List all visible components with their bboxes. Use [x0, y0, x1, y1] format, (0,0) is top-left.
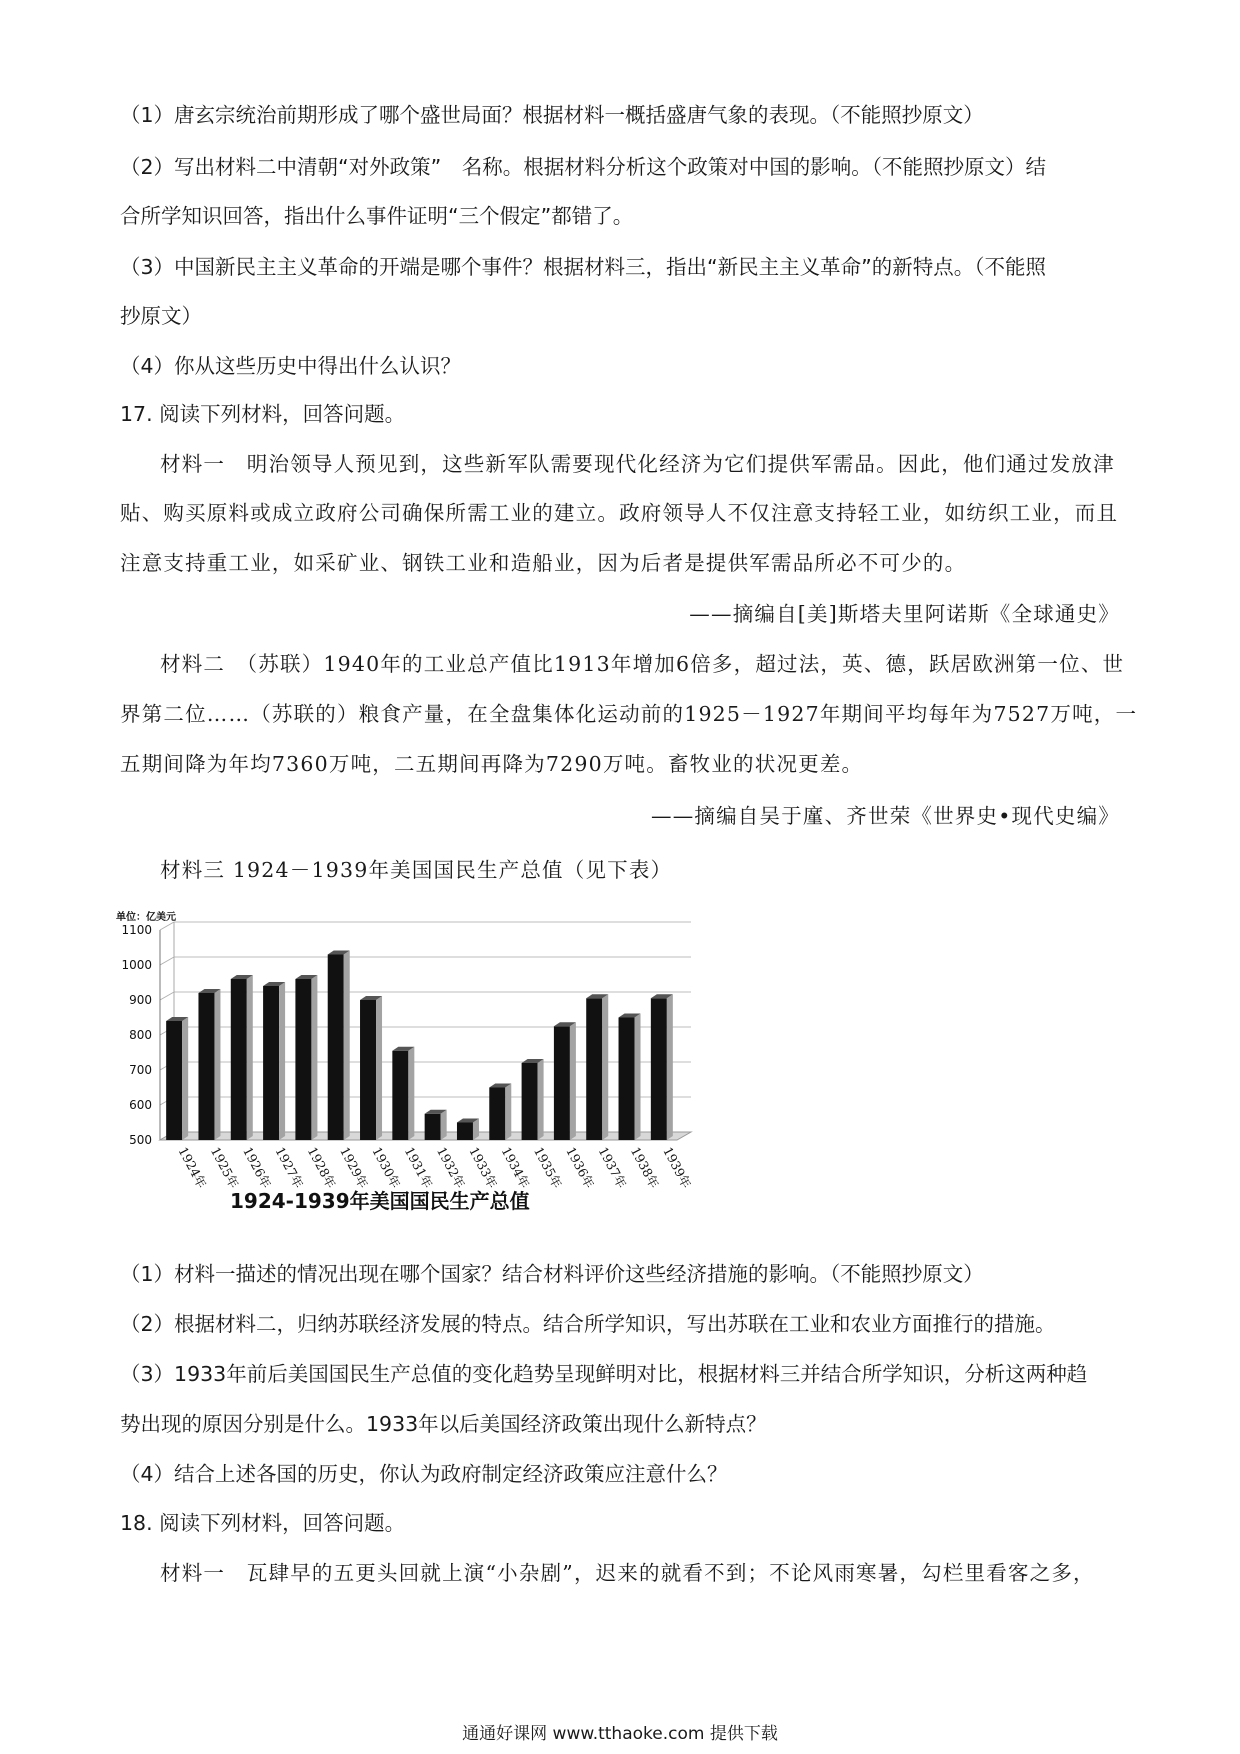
- x-tick-label: 1925年: [207, 1144, 242, 1191]
- bar-side: [505, 1084, 511, 1141]
- y-tick-label: 900: [129, 993, 152, 1007]
- bar: [586, 998, 602, 1140]
- bar-side: [311, 975, 317, 1140]
- q17-material2-line2: 界第二位……（苏联的）粮食产量，在全盘集体化运动前的1925－1927年期间平均每年为7527万吨，一: [120, 702, 1138, 726]
- gridline-depth: [160, 992, 174, 1000]
- y-tick-label: 500: [129, 1133, 152, 1147]
- x-tick-label: 1927年: [272, 1144, 307, 1191]
- bar-side: [279, 982, 285, 1140]
- bar: [554, 1026, 570, 1140]
- q16-sub2-line2: 合所学知识回答，指出什么事件证明“三个假定”都错了。: [120, 204, 634, 228]
- x-tick-label: 1930年: [369, 1144, 404, 1191]
- q16-sub3-line2: 抄原文）: [120, 304, 202, 328]
- q17-sub3-line1: （3）1933年前后美国国民生产总值的变化趋势呈现鲜明对比，根据材料三并结合所学知识，分析这两种趋: [120, 1362, 1088, 1386]
- bar: [198, 993, 214, 1140]
- bar-side: [344, 951, 350, 1141]
- q17-material3-caption: 材料三 1924－1939年美国国民生产总值（见下表）: [160, 858, 673, 882]
- bar: [392, 1051, 408, 1140]
- gridline-depth: [160, 922, 174, 930]
- gridline-depth: [160, 957, 174, 965]
- q17-sub2: （2）根据材料二，归纳苏联经济发展的特点。结合所学知识，写出苏联在工业和农业方面推行的措施。: [120, 1312, 1056, 1336]
- y-tick-label: 600: [129, 1098, 152, 1112]
- bar-side: [538, 1059, 544, 1140]
- bar: [360, 1000, 376, 1140]
- y-tick-label: 700: [129, 1063, 152, 1077]
- y-tick-label: 800: [129, 1028, 152, 1042]
- q18-heading: 18. 阅读下列材料，回答问题。: [120, 1511, 406, 1535]
- bar-side: [635, 1014, 641, 1141]
- bar-side: [214, 989, 220, 1140]
- x-tick-label: 1929年: [337, 1144, 372, 1191]
- page-footer: 通通好课网 www.tthaoke.com 提供下载: [462, 1724, 778, 1744]
- y-tick-label: 1100: [121, 923, 152, 937]
- bar: [328, 955, 344, 1141]
- q18-material1-line1: 材料一 瓦肆早的五更头回就上演“小杂剧”，迟来的就看不到；不论风雨寒暑，勾栏里看客之多，: [160, 1561, 1095, 1585]
- x-tick-label: 1938年: [627, 1144, 662, 1191]
- q16-sub3-line1: （3）中国新民主主义革命的开端是哪个事件？根据材料三，指出“新民主主义革命”的新特点。（不能照: [120, 255, 1047, 279]
- bar-side: [247, 975, 253, 1140]
- x-tick-label: 1928年: [304, 1144, 339, 1191]
- bar: [489, 1088, 505, 1141]
- q17-material1-source: ——摘编自[美]斯塔夫里阿诺斯《全球通史》: [689, 602, 1120, 626]
- bar: [166, 1021, 182, 1140]
- x-tick-label: 1936年: [563, 1144, 598, 1191]
- x-tick-label: 1935年: [530, 1144, 565, 1191]
- bar-side: [182, 1017, 188, 1140]
- q17-material2-line3: 五期间降为年均7360万吨，二五期间再降为7290万吨。畜牧业的状况更差。: [120, 752, 864, 776]
- bar: [425, 1114, 441, 1140]
- x-tick-label: 1931年: [401, 1144, 436, 1191]
- bar: [651, 998, 667, 1140]
- y-tick-label: 1000: [121, 958, 152, 972]
- bar-side: [408, 1047, 414, 1140]
- x-tick-label: 1926年: [240, 1144, 275, 1191]
- x-tick-label: 1932年: [434, 1144, 469, 1191]
- q17-material2-line1: 材料二 （苏联）1940年的工业总产值比1913年增加6倍多，超过法，英、德，跃居欧洲第一位、世: [160, 652, 1125, 676]
- q17-material1-line1: 材料一 明治领导人预见到，这些新军队需要现代化经济为它们提供军需品。因此，他们通过发放津: [160, 452, 1115, 476]
- q17-material1-line3: 注意支持重工业，如采矿业、钢铁工业和造船业，因为后者是提供军需品所必不可少的。: [120, 551, 967, 575]
- bar: [457, 1123, 473, 1141]
- q16-sub4: （4）你从这些历史中得出什么认识？: [120, 354, 462, 378]
- q17-material1-line2: 贴、购买原料或成立政府公司确保所需工业的建立。政府领导人不仅注意支持轻工业，如纺织工业，而且: [120, 501, 1119, 525]
- x-tick-label: 1934年: [498, 1144, 533, 1191]
- bar-side: [441, 1110, 447, 1140]
- x-tick-label: 1924年: [175, 1144, 210, 1191]
- bar: [295, 979, 311, 1140]
- bar: [263, 986, 279, 1140]
- bar: [522, 1063, 538, 1140]
- gnp-chart-svg: [112, 908, 712, 1228]
- x-tick-label: 1933年: [466, 1144, 501, 1191]
- x-tick-label: 1939年: [660, 1144, 695, 1191]
- q17-sub3-line2: 势出现的原因分别是什么。1933年以后美国经济政策出现什么新特点？: [120, 1412, 767, 1436]
- bar: [619, 1018, 635, 1141]
- q16-sub2-line1: （2）写出材料二中清朝“对外政策” 名称。根据材料分析这个政策对中国的影响。（不能照抄原文）结: [120, 155, 1047, 179]
- q17-sub4: （4）结合上述各国的历史，你认为政府制定经济政策应注意什么？: [120, 1462, 728, 1486]
- x-tick-label: 1937年: [595, 1144, 630, 1191]
- bar-side: [376, 996, 382, 1140]
- unit-label: 单位：亿美元: [116, 912, 176, 923]
- gnp-bar-chart: [112, 908, 712, 1228]
- chart-title: 1924-1939年美国国民生产总值: [230, 1189, 530, 1213]
- q17-sub1: （1）材料一描述的情况出现在哪个国家？结合材料评价这些经济措施的影响。（不能照抄原文）: [120, 1262, 984, 1286]
- bar: [231, 979, 247, 1140]
- q17-heading: 17. 阅读下列材料，回答问题。: [120, 402, 406, 426]
- q17-material2-source: ——摘编自吴于廑、齐世荣《世界史•现代史编》: [651, 804, 1120, 828]
- q16-sub1: （1）唐玄宗统治前期形成了哪个盛世局面？根据材料一概括盛唐气象的表现。（不能照抄原文）: [120, 103, 984, 127]
- bar-side: [570, 1022, 576, 1140]
- bar-side: [667, 994, 673, 1140]
- bar-side: [602, 994, 608, 1140]
